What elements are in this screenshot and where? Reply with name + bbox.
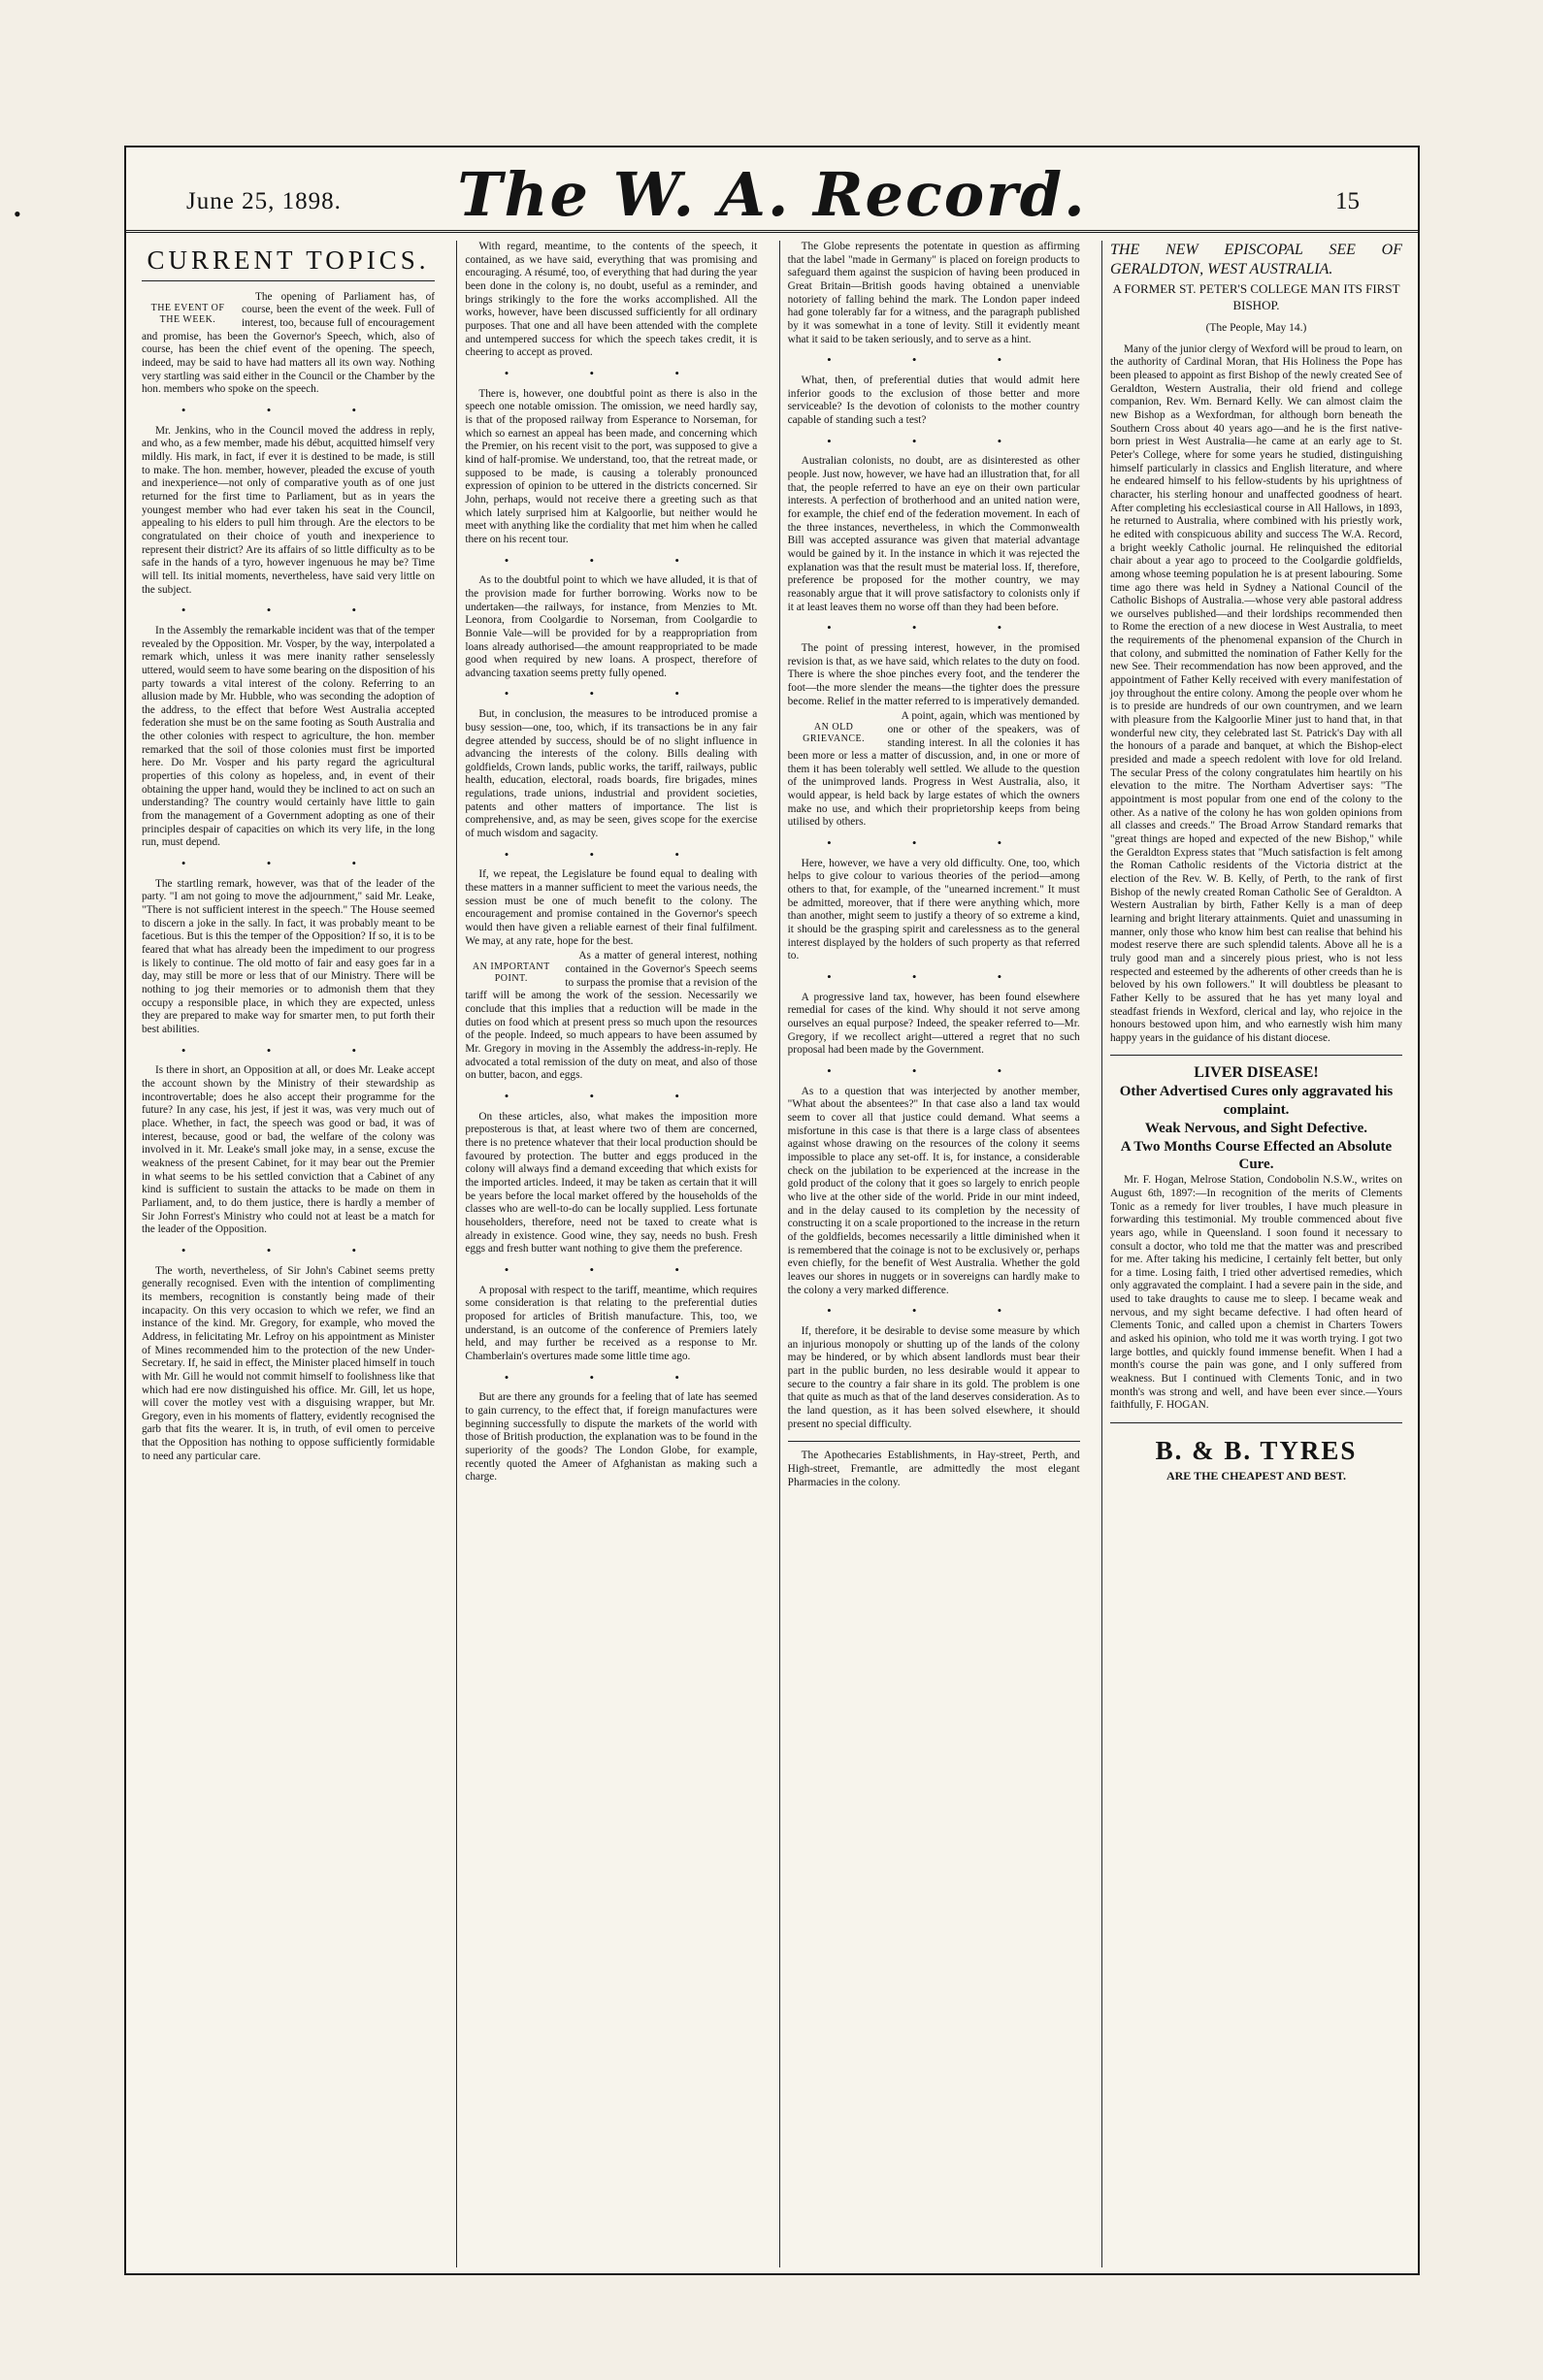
paragraph: In the Assembly the remarkable incident was that of the temper revealed by the Opposition. Mr. Vosper, by the way, interpolated a remark which, unless it was mere inanity rather senselessly uttered, would seem to have some bearing on the disposition of his party towards a vital interest of the colony. Referring to an allusion made by Mr. Hubble, who was seconding the adoption of the address, to the effect that before West Australia accepted federation she must be on the same footing as South Australia and the other colonies with respect to agriculture, the hon. member remarked that the soil of those colonies must first be imported here. Do Mr. Vosper and his party regard the agricultural properties of this colony as hopeless, and, in event of their obtaining the upper hand, would they be inclined to act on such an understanding? The country would certainly have little to gain from the management of a Government adopting as one of their principles despair of capacities on which its very life, in the long run, must depend. (142, 624, 435, 849)
paragraph: What, then, of preferential duties that would admit here inferior goods to the exclusion of those better and more serviceable? Is the devotion of colonists to the mother country capable of standing such a test? (787, 374, 1080, 426)
separator-dots: • • • (181, 856, 396, 871)
paragraph: The worth, nevertheless, of Sir John's Cabinet seems pretty generally recognised. Even with the intention of complimenting its members, recognition is constantly being made of their incapacity. On this very occasion to which we refer, we find an instance of the kind. Mr. Gregory, for example, who moved the Address, in felicitating Mr. Lefroy on his appointment as Minister of Mines recommended him to the protection of the new Under-Secretary. If, he said in effect, the Minister placed himself in touch with Mr. Gill he would not commit himself to foolishness like that which had ere now distinguished his office. Mr. Gill, let us hope, will cover the motley vest with a disguising wrapper, but Mr. Gregory, even in his moments of flattery, evidently recognised the garb that fits the wearer. It is, in truth, of evil omen to perceive that the Opposition has nothing to oppose sufficiently formidable to need any particular care. (142, 1264, 435, 1462)
separator-dots: • • • (181, 603, 396, 618)
paragraph: Here, however, we have a very old difficulty. One, too, which helps to give colour to various theories of the period—among others to that, for example, of the "unearned increment." It must be admitted, moreover, that if there were anything which, more than another, might seem to justify a theory of so extreme a kind, it should be the grasping spirit and carelessness as to the general interest displayed by the holders of such property as that referred to. (787, 857, 1080, 962)
paragraph: The point of pressing interest, however, in the promised revision is that, as we have said, which relates to the duty on food. There is where the shoe pinches every foot, and the tenderer the foot—the more slender the means—the tighter does the pressure become. Relief in the matter referred to is imperatively demanded. (787, 641, 1080, 707)
newspaper-title: The W. A. Record. (457, 159, 1087, 230)
separator-dots: • • • (504, 365, 718, 380)
paragraph: The opening of Parliament has, of course, been the event of the week. Full of interest, too, because full of encouragement and promise, has been the Governor's Speech, which, also of course, has been the chief event of the opening. The speech, indeed, may be said to have had matters all its own way. Nothing very startling was said either in the Council or the Chamber by the hon. members who spoke on the speech. (142, 290, 435, 396)
paragraph: The Apothecaries Establishments, in Hay-street, Perth, and High-street, Fremantle, are admittedly the most elegant Pharmacies in the colony. (787, 1450, 1080, 1488)
separator-dots: • • • (827, 1063, 1041, 1079)
paragraph: Australian colonists, no doubt, are as disinterested as other people. Just now, however, we have had an illustration that, for all that, the people referred to have an eye on their own particular interests. A perfection of brotherhood and an united nation were, for example, the chief end of the federation movement. In each of the three instances, nevertheless, in which the Commonwealth Bill was accepted assurance was given that material advantage would be gained by it. In the instance in which it was rejected the explanation was that the result must be material loss. If, therefore, preference be proposed for the mother country, we may reasonably argue that it will prove satisfactory to colonists only if it at least leaves them no worse off than they had been before. (787, 455, 1080, 613)
sidehead-important-point: AN IMPORTANT POINT. (472, 962, 550, 985)
separator-dots: • • • (827, 620, 1041, 636)
see-article-source: (The People, May 14.) (1205, 321, 1307, 334)
separator-dots: • • • (827, 352, 1041, 368)
paragraph: Is there in short, an Opposition at all, or does Mr. Leake accept the account shown by the Ministry of their stewardship as incontrovertable; does he also accept their programme for the future? In any case, his jest, if jest it was, was very much out of place. Whether, in fact, the speech was good or bad, it was of interest, because, good or bad, the welfare of the colony was involved in it. Mr. Leake's small joke may, in a sense, excuse the weakness of the present Cabinet, for it may bear out the Premier in what seems to be his settled conviction that a Cabinet of any kind is sufficient to sustain the attacks to be made on them in Parliament, and, to do them justice, there is hardly a member of Sir John Forrest's Ministry who could not at least be a match for the leader of the Opposition. (142, 1064, 435, 1236)
separator-dots: • • • (827, 969, 1041, 985)
see-article-body: Many of the junior clergy of Wexford will be proud to learn, on the authority of Cardinal Moran, that His Holiness the Pope has been pleased to appoint as first Bishop of the newly created See of Geraldton, Western Australia, their old friend and college companion, Rev. Wm. Bernard Kelly. We can almost claim the new Bishop as a Wexfordman, for although born beneath the Southern Cross about 40 years ago—and he is the first native-born priest in West Australia—he came at an early age to St. Peter's College, where for some years he studied, distinguishing himself particularly in classics and English literature, and where he endeared himself to his fellow-students by his uprightness of character, his sterling honour and unaffected goodness of heart. After completing his ecclesiastical course in All Hallows, in 1893, he returned to Australia, where combined with his priestly work, he edited with conspicuous ability and success The W.A. Record, a bright weekly Catholic journal. He relinquished the editorial chair about a year ago to proceed to the Coolgardie goldfields, among whose teeming population he is at present labouring. Some time ago there was held in Sydney a National Council of the Catholic Bishops of Australia.—whose very able pastoral address we ourselves published—and their lordships recommended then to Rome the erection of a new diocese in West Australia, to meet the requirements of the phenomenal expansion of the Church in that colony, and submitted the nomination of Father Kelly for the new See. Their recommendation has now been approved, and the appointment of Father Kelly received with every manifestation of joy throughout the entire colony. Among the people over whom he is to preside are hundreds of our own countrymen, and we learn with pleasure from the Kalgoorlie Miner just to hand that, in that wonderful new city, they celebrated last St. Patrick's Day with all the honours of a parade and banquet, at which the Bishop-elect presided and made a speech redolent with love for old Ireland. The secular Press of the colony congratulates him heartily on his elevation to the mitre. The Northam Advertiser says: "The appointment is most popular from one end of the colony to the other. As a native of the colony he has won golden opinions from all classes and creeds." The Broad Arrow Standard remarks that "great things are hoped and expected of the new Bishop," while the Geraldton Express states that "Much satisfaction is felt among the Roman Catholic residents of the Victoria district at the election of the Rev. W. B. Kelly, of Perth, to the rank of first Bishop of the newly created Roman Catholic See of Geraldton. A Western Australian by birth, Father Kelly is a man of deep learning and bright literary attainments. Quiet and unassuming in manner, only those who know him best can realise that behind his modest reserve there are such splendid talents. Above all he is a truly good man and a sincerely pious priest, who is not less respected and esteemed by the adherents of other creeds than he is beloved by his own followers." It will doubtless be pleasant to Father Kelly to be assured that he has yet many loyal and steadfast friends in Wexford, clerical and lay, who rejoice in the honours bestowed upon him, and who earnestly wish him many happy years in the guidance of his distant diocese. (1109, 342, 1402, 1044)
advert-subhead: Weak Nervous, and Sight Defective. (1144, 1120, 1368, 1136)
separator-dots: • • • (504, 1369, 718, 1385)
paragraph: If, we repeat, the Legislature be found equal to dealing with these matters in a manner sufficient to meet the various needs, the session must be one of much benefit to the colony. The encouragement and promise contained in the Governor's speech would then have given a reliable earnest of their final fulfilment. We may, at any rate, hope for the best. (465, 868, 758, 947)
margin-mark: • (14, 202, 21, 226)
paragraph: A proposal with respect to the tariff, meantime, which requires some consideration is that relating to the preferential duties proposed for articles of British manufacture. This, too, we understand, is an outcome of the conference of Premiers lately held, and may further be received as a response to Mr. Chamberlain's overtures made some little time ago. (465, 1284, 758, 1362)
see-article-subtitle: A FORMER ST. PETER'S COLLEGE MAN ITS FIRST BISHOP. (1112, 281, 1400, 312)
paragraph: As a matter of general interest, nothing contained in the Governor's Speech seems to surpass the promise that a revision of the tariff will be among the work of the session. Necessarily we conclude that this implies that a reduction will be made in the duties on food which at present press so much upon the resources of the people. Indeed, so much appears to have been assumed by Mr. Gregory in moving in the Assembly the address-in-reply. He advocated a total remission of the duty on meat, and also of those on butter, bacon, and eggs. (465, 950, 758, 1082)
sidehead-old-grievance: AN OLD GRIEVANCE. (803, 722, 866, 745)
separator-dots: • • • (181, 1242, 396, 1257)
advert-headline: LIVER DISEASE! (1194, 1064, 1319, 1082)
separator-dots: • • • (504, 1261, 718, 1277)
paragraph: But, in conclusion, the measures to be introduced promise a busy session—one, too, which, if its transactions be in any fair degree attended by success, should be of no slight influence in advancing the interests of the colony. Bills dealing with goldfields, Crown lands, public works, the tariff, railways, public health, education, electoral, roads boards, fire brigades, mines regulations, trade unions, industrial and provident societies, patents and other matters of importance. The list is comprehensive, and, as may be seen, gives scope for the exercise of much wisdom and sagacity. (465, 708, 758, 840)
separator-dots: • • • (504, 1088, 718, 1103)
divider (1110, 1055, 1402, 1056)
newspaper-page (124, 146, 1420, 2275)
paragraph: If, therefore, it be desirable to devise some measure by which an injurious monopoly or shutting up of the lands of the colony may be hindered, or by which absent landlords must bear their part in the public burden, no less desirable would it appear to secure to the country a fair share in its gold. The problem is one that quite as much as that of the land deserves consideration. As to the land question, as it has been solved elsewhere, it should present no special difficulty. (787, 1325, 1080, 1430)
paragraph: A point, again, which was mentioned by one or other of the speakers, was of standing interest. In all the colonies it has been more or less a matter of discussion, and, in one or more of them it has been tolerably well settled. We allude to the question of the unimproved lands. Progress in West Australia, also, it would appear, is held back by large estates of which the owners make no use, and which their proprietorship keeps from being utilised by others. (787, 710, 1080, 829)
separator-dots: • • • (827, 433, 1041, 448)
separator-dots: • • • (827, 835, 1041, 851)
separator-dots: • • • (504, 846, 718, 862)
paragraph: With regard, meantime, to the contents of the speech, it contained, as we have said, everything that was promising and encouraging. A résumé, too, of everything that had during the year been done in the colony is, no doubt, useful as a reminder, and brings strikingly to the fore the works accomplished. All the works, however, have been discussed sufficiently for all ordinary purposes. That one and all have been attended with the complete and untempered success for which the speech takes credit, it is cheering to accept as proved. (465, 241, 758, 359)
separator-dots: • • • (181, 402, 396, 417)
separator-dots: • • • (504, 552, 718, 568)
see-article-title: THE NEW EPISCOPAL SEE OF GERALDTON, WEST AUSTRALIA. (1109, 242, 1402, 277)
advert-body: Mr. F. Hogan, Melrose Station, Condobolin N.S.W., writes on August 6th, 1897:—In recognition of the merits of Clements Tonic as a remedy for liver troubles, I have much pleasure in forwarding this testimonial. My trouble commenced about five years ago, while in Queensland. I soon found it necessary to consult a doctor, who told me that the matter was and prescribed for me. After taking his medicine, I certainly felt better, but only for a time. Losing faith, I tried other advertised remedies, which only aggravated the complaint. I had a severe pain in the side, and used to take draughts to cause me to sleep. I became weak and nervous, and my sight became defective. I had often heard of Clements Tonic, and called upon a chemist in Charters Towers and asked his opinion, who told me it was worth trying. I got two large bottles, and quickly found immense benefit. When I had a month's course the pain was gone, and I only suffered from weakness. But I continued with Clements Tonic, and in two month's was strong and well, and have been ever since.—Yours faithfully, F. HOGAN. (1109, 1174, 1402, 1412)
paragraph: Mr. Jenkins, who in the Council moved the address in reply, and who, as a few member, made his début, acquitted himself very mildly. His mark, in fact, if ever it is destined to be made, is still to make. The hon. member, however, pleaded the excuse of youth and inexperience—not only of comparative youth as of one just returned for the first time to Parliament, but as in years the youngest member who had ever taken his seat in the Council, appealing to his elders to pull him through. Are the electors to be congratulated on their choice of youth and inexperience to represent their district? Are its affairs of so little difficulty as to be safe in the hands of a tyro, however ingenuous he may be? Time will tell. Its initial moments, nevertheless, have said very little on the subject. (142, 424, 435, 596)
section-title: CURRENT TOPICS. (142, 245, 435, 281)
advert-subhead: Other Advertised Cures only aggravated his complaint. (1119, 1084, 1394, 1119)
column-3 (779, 241, 1088, 2267)
tyres-advert-name: B. & B. TYRES (1155, 1436, 1358, 1466)
paragraph: As to a question that was interjected by another member, "What about the absentees?" In that case also a land tax would seem to cover all that justice could demand. What seems a misfortune in this case is that there is a large class of absentees against whose drawing on the resources of the colony it seems impossible to place any set-off. It is, for instance, a considerable check on the jubilation to be experienced at the increase in the gold product of the colony that it goes so largely to enrich people who live at the other side of the world. Pride in our mint indeed, and in the delay caused to its completion by the necessity of constructing it on a scale proportioned to the increase in the return of the goldfields, becomes necessarily a little diminished when it is remembered that the coinage is not to be exclusively or, perhaps even chiefly, for the benefit of West Australia. Whether the gold leaves our shores in nuggets or in sovereigns can hardly make to the colony a very marked difference. (787, 1085, 1080, 1296)
divider (1110, 1422, 1402, 1423)
column-layout (134, 241, 1410, 2267)
column-4 (1101, 241, 1410, 2267)
separator-dots: • • • (504, 686, 718, 701)
paragraph: There is, however, one doubtful point as there is also in the speech one notable omission. The omission, we need hardly say, is that of the proposed railway from Esperance to Norseman, for which so earnest an appeal has been made, and concerning which the Premier, on his recent visit to the port, was supposed to give a kind of half-promise. We understand, too, that the retreat made, or supposed to be made, is causing a tolerably pronounced expression of opinion to be uttered in the districts concerned. Sir John, perhaps, would not receive there a greeting such as that which lately surprised him at Kalgoorlie, but neither would he meet with anything like the cordiality that met him when he called there on his recent tour. (465, 387, 758, 545)
paragraph: A progressive land tax, however, has been found elsewhere remedial for cases of the kind. Why should it not serve among ourselves an equal purpose? Indeed, the speaker referred to—Mr. Gregory, if we recollect aright—uttered a regret that no such proposal had been made by the Government. (787, 991, 1080, 1057)
column-1 (134, 241, 443, 2267)
advert-subhead: A Two Months Course Effected an Absolute Cure. (1120, 1138, 1393, 1173)
paragraph: On these articles, also, what makes the imposition more preposterous is that, at least where two of them are concerned, there is no pretence whatever that their local production should be favoured by protection. The butter and eggs produced in the colony will always find a demand exceeding that which exists for the imported articles. Indeed, it may be taken as certain that it will be years before the local market offered by the households of the classes who are well-to-do can be locally supplied. Less fortunate householders, therefore, need not be taxed to create what is already in existence. Good wine, they say, needs no bush. Fresh eggs and fresh butter want nothing to give them the preference. (465, 1110, 758, 1255)
masthead (126, 147, 1418, 233)
paragraph: The startling remark, however, was that of the leader of the party. "I am not going to move the adjournment," said Mr. Leake, "There is not sufficient interest in the speech." The House seemed to discern a joke in the sally. In fact, it was probably meant to be facetious. But is this the temper of the Opposition? If so, it is to be feared that what has already been the impediment to our progress is likely to continue. The old motto of fair and easy goes far in a day, may still be more or less that of our Ministry. There will be nothing to jog their memories or to admonish them that they occupy a responsible place, in which they are expected, unless they are prepared to make way for smarter men, to put forth their best abilities. (142, 877, 435, 1035)
paragraph: The Globe represents the potentate in question as affirming that the label "made in Germany" is placed on foreign products to safeguard them against the suspicion of having been produced in Great Britain—British goods having obtained a unenviable notoriety of falling behind the mark. The London paper indeed had gone tolerably far for a witness, and the paragraph published by it was somewhat in a tone of levity. Still it evidently meant what it said to be taken seriously, and to serve as a hint. (787, 241, 1080, 345)
paragraph: As to the doubtful point to which we have alluded, it is that of the provision made for further borrowing. Works now to be undertaken—the railways, for instance, from Menzies to Mt. Leonora, from Coolgardie to Norseman, from Coolgardie to Bonnie Vale—will be provided for by a reappropriation from loans already authorised—the amount reappropriated to be made good when required by new loans. A prospect, therefore of advancing taxation seems pretty fully opened. (465, 574, 758, 679)
separator-dots: • • • (181, 1042, 396, 1058)
paragraph: But are there any grounds for a feeling that of late has seemed to gain currency, to the effect that, if foreign manufactures were beginning successfully to dispute the markets of the world with those of British production, the explanation was to be found in the superiority of the goods? The London Globe, for example, recently quoted the Ameer of Afghanistan as making such a charge. (465, 1391, 758, 1483)
issue-date: June 25, 1898. (186, 188, 342, 214)
column-2 (456, 241, 765, 2267)
separator-dots: • • • (827, 1303, 1041, 1319)
divider (788, 1441, 1080, 1442)
page-number: 15 (1335, 188, 1360, 214)
tyres-advert-tagline: ARE THE CHEAPEST AND BEST. (1165, 1468, 1347, 1483)
sidehead-event-of-week: THE EVENT OF THE WEEK. (150, 302, 225, 325)
